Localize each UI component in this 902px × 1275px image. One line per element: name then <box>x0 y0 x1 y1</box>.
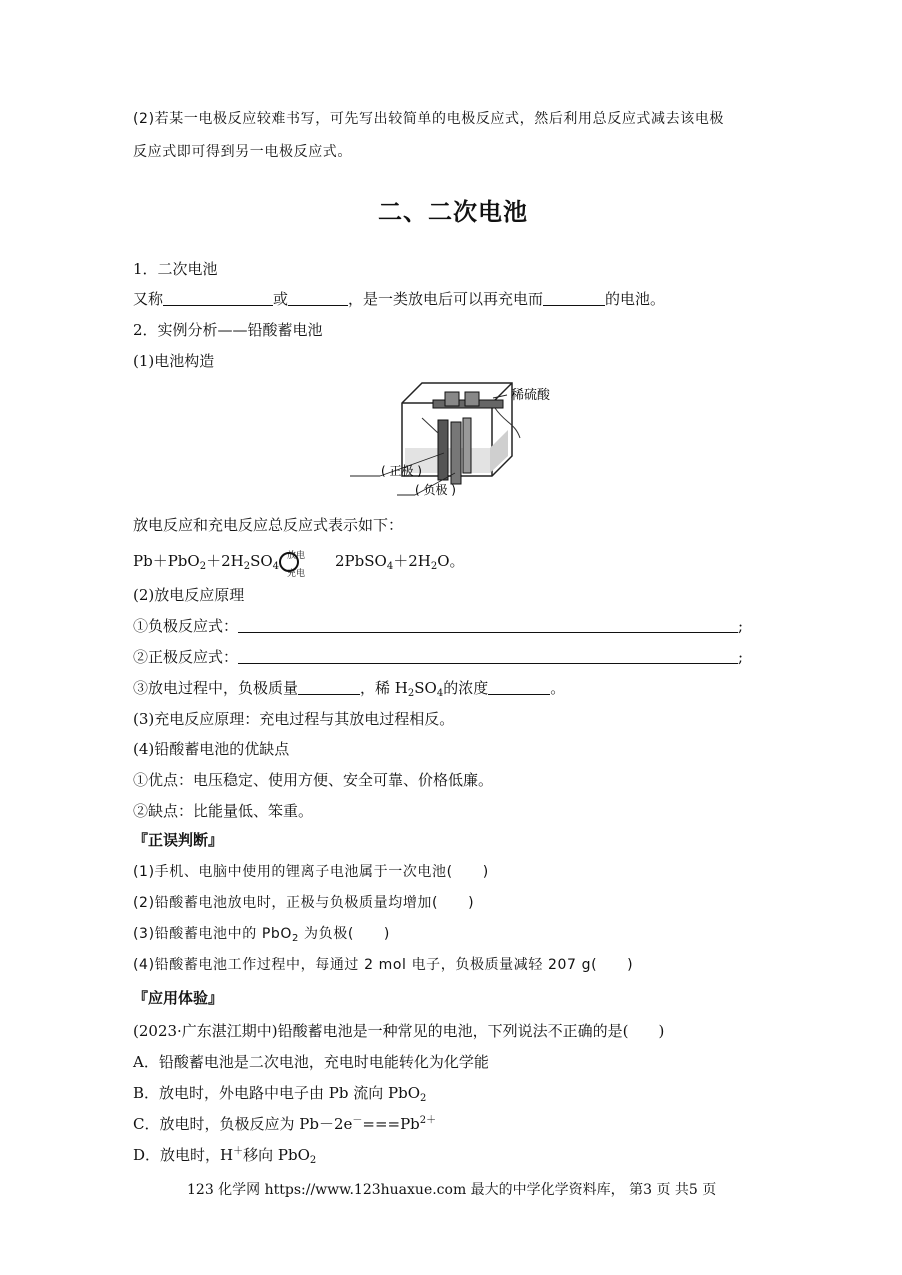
positive-label: ( 正极 ) <box>381 464 422 478</box>
intro-line-1: (2)若某一电极反应较难书写，可先写出较简单的电极反应式，然后利用总反应式减去该电极 <box>133 111 725 127</box>
judge-q3: (3)铅酸蓄电池中的 PbO$_2$ 为负极( ) <box>133 926 390 944</box>
equation-intro: 放电反应和充电反应总反应式表示如下： <box>133 516 404 534</box>
advantages: ①优点：电压稳定、使用方便、安全可靠、价格低廉。 <box>133 771 494 789</box>
option-d: D．放电时，H＋移向 PbO$_2$ <box>133 1146 317 1166</box>
neg-reaction-line: ①负极反应式： ; <box>133 617 744 635</box>
concentration-blank <box>488 679 550 695</box>
reversible-arrow-icon: 放电 充电 <box>279 552 335 572</box>
apply-stem: (2023·广东湛江期中)铅酸蓄电池是一种常见的电池，下列说法不正确的是( ) <box>133 1022 665 1040</box>
pos-reaction-line: ②正极反应式： ; <box>133 648 744 666</box>
s2-sub3: (3)充电反应原理：充电过程与其放电过程相反。 <box>133 710 455 728</box>
blank-2 <box>288 290 348 306</box>
judge-heading: 『正误判断』 <box>133 831 224 849</box>
judge-q2: (2)铅酸蓄电池放电时，正极与负极质量均增加( ) <box>133 895 475 911</box>
s2-sub2: (2)放电反应原理 <box>133 586 245 604</box>
page-footer: 123 化学网 https://www.123huaxue.com 最大的中学化学资料库， 第3 页 共5 页 <box>187 1182 717 1198</box>
s1-paragraph: 又称 或 ，是一类放电后可以再充电而 的电池。 <box>133 290 666 308</box>
option-b: B．放电时，外电路中电子由 Pb 流向 PbO$_2$ <box>133 1084 427 1104</box>
blank-3 <box>543 290 605 306</box>
battery-figure <box>345 378 560 503</box>
s2-q3: ③放电过程中，负极质量 ，稀 $H_2SO_4$的浓度 。 <box>133 679 566 699</box>
s2-sub1: (1)电池构造 <box>133 352 215 370</box>
intro-line-2: 反应式即可得到另一电极反应式。 <box>133 144 352 160</box>
option-c: C．放电时，负极反应为 $Pb-2e^-===Pb^{2+}$ <box>133 1115 437 1133</box>
reaction-equation: $Pb+PbO_2+2H_2SO_4$ 放电 充电 $2PbSO_4+2H_2O$。 <box>133 551 465 579</box>
acid-label: 稀硫酸 <box>511 388 551 403</box>
apply-heading: 『应用体验』 <box>133 989 224 1007</box>
disadvantages: ②缺点：比能量低、笨重。 <box>133 802 314 820</box>
section-title: 二、二次电池 <box>378 197 528 226</box>
s2-heading: 2．实例分析——铅酸蓄电池 <box>133 321 323 339</box>
judge-q4: (4)铅酸蓄电池工作过程中，每通过 2 mol 电子，负极质量减轻 207 g( ) <box>133 957 634 973</box>
blank-1 <box>163 290 273 306</box>
s1-heading: 1．二次电池 <box>133 260 218 278</box>
negative-label: ( 负极 ) <box>415 483 456 497</box>
mass-blank <box>298 679 360 695</box>
option-a: A．铅酸蓄电池是二次电池，充电时电能转化为化学能 <box>133 1053 489 1071</box>
negative-plate <box>438 420 448 480</box>
pos-reaction-blank <box>238 648 738 664</box>
neg-reaction-blank <box>238 617 738 633</box>
judge-q1: (1)手机、电脑中使用的锂离子电池属于一次电池( ) <box>133 864 489 880</box>
s2-sub4: (4)铅酸蓄电池的优缺点 <box>133 740 290 758</box>
